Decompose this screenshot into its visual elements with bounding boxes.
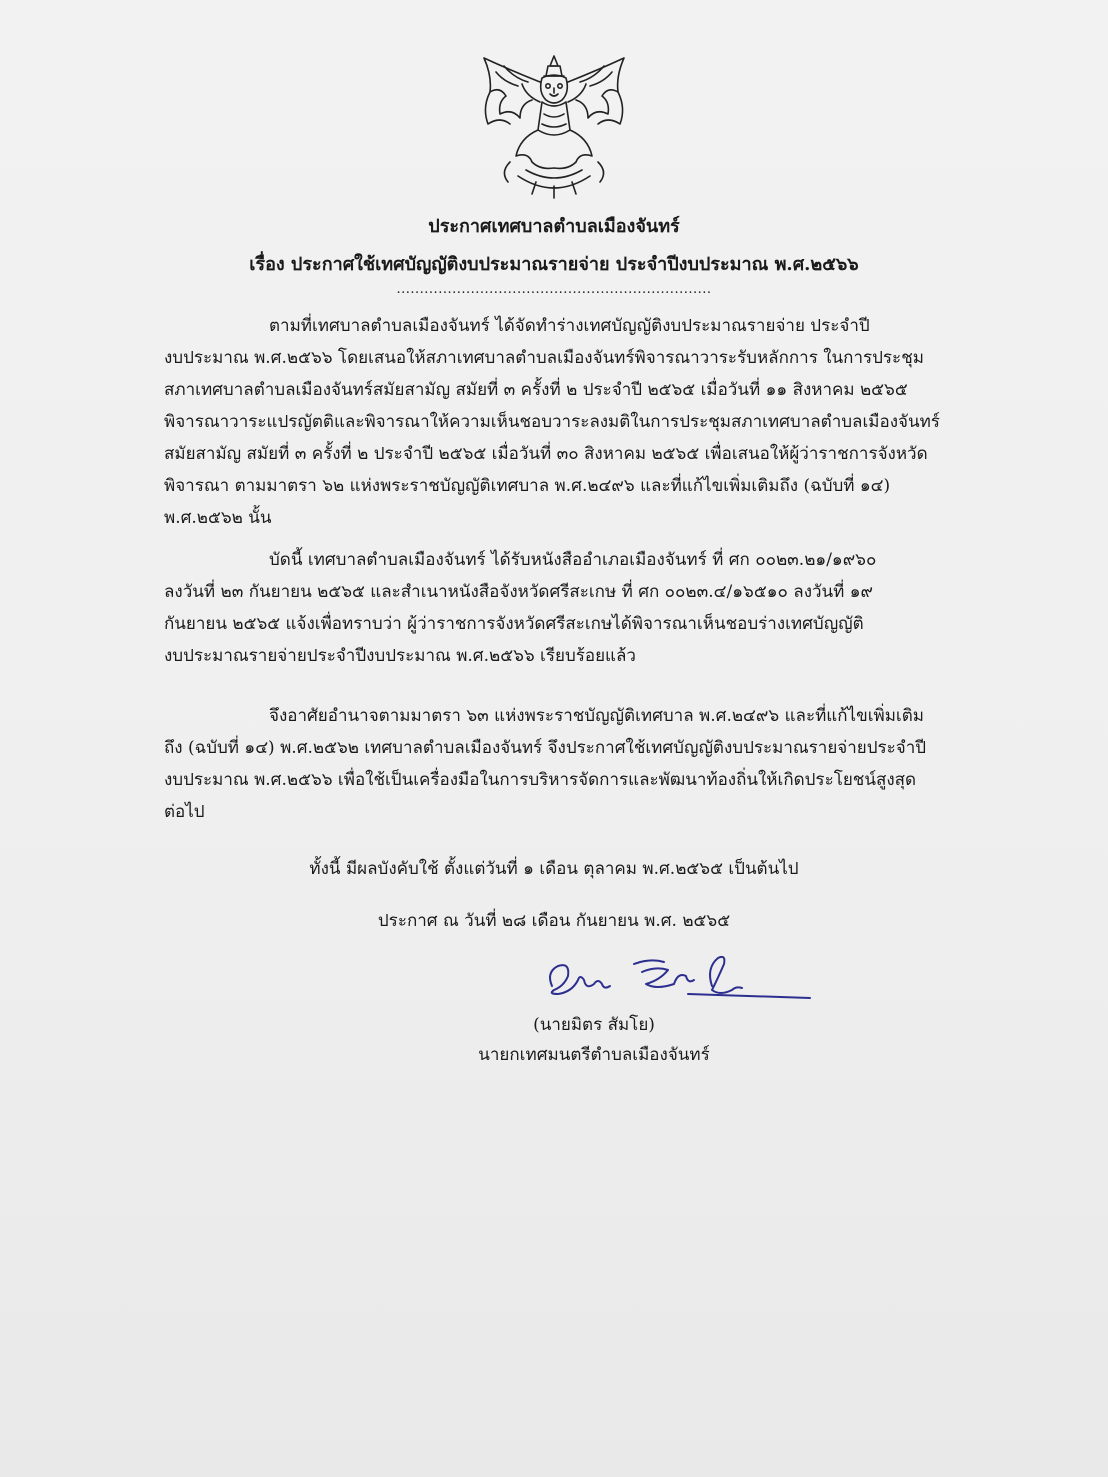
paragraph-1	[164, 310, 952, 534]
effective-date: ทั้งนี้ มีผลบังคับใช้ ตั้งแต่วันที่ ๑ เดือน ตุลาคม พ.ศ.๒๕๖๕ เป็นต้นไป	[309, 859, 799, 879]
paragraph-line: ตามที่เทศบาลตำบลเมืองจันทร์ ได้จัดทำร่างเทศบัญญัติงบประมาณรายจ่าย ประจำปี	[269, 316, 870, 336]
signer-name: (นายมิตร สัมโย)	[533, 1015, 655, 1035]
paragraph-line: สภาเทศบาลตำบลเมืองจันทร์สมัยสามัญ สมัยที่ ๓ ครั้งที่ ๒ ประจำปี ๒๕๖๕ เมื่อวันที่ ๑๑ สิงหาคม ๒๕๖๕	[164, 380, 908, 400]
paragraph-line: งบประมาณ พ.ศ.๒๕๖๖ โดยเสนอให้สภาเทศบาลตำบลเมืองจันทร์พิจารณาวาระรับหลักการ ในการประชุม	[164, 348, 924, 368]
paragraph-line: ถึง (ฉบับที่ ๑๔) พ.ศ.๒๕๖๒ เทศบาลตำบลเมืองจันทร์ จึงประกาศใช้เทศบัญญัติงบประมาณรายจ่ายประจำปี	[164, 738, 927, 758]
paragraph-line: พ.ศ.๒๕๖๒ นั้น	[164, 508, 272, 528]
paragraph-line: บัดนี้ เทศบาลตำบลเมืองจันทร์ ได้รับหนังสืออำเภอเมืองจันทร์ ที่ ศก ๐๐๒๓.๒๑/๑๙๖๐	[269, 550, 877, 570]
handwritten-signature-icon	[538, 950, 818, 1010]
paragraph-line: งบประมาณ พ.ศ.๒๕๖๖ เพื่อใช้เป็นเครื่องมือในการบริหารจัดการและพัฒนาท้องถิ่นให้เกิดประโยชน์สูงสุด	[164, 770, 917, 790]
paragraph-3	[164, 700, 952, 828]
paragraph-line: งบประมาณรายจ่ายประจำปีงบประมาณ พ.ศ.๒๕๖๖ เรียบร้อยแล้ว	[164, 646, 636, 666]
paragraph-line: สมัยสามัญ สมัยที่ ๓ ครั้งที่ ๒ ประจำปี ๒๕๖๕ เมื่อวันที่ ๓๐ สิงหาคม ๒๕๖๕ เพื่อเสนอให้ผู้ว่าราชการจังหวัด	[164, 444, 928, 464]
paragraph-line: ต่อไป	[164, 802, 205, 822]
garuda-emblem-icon	[470, 52, 638, 202]
paragraph-line: จึงอาศัยอำนาจตามมาตรา ๖๓ แห่งพระราชบัญญัติเทศบาล พ.ศ.๒๔๙๖ และที่แก้ไขเพิ่มเติม	[269, 706, 924, 726]
announcement-title: ประกาศเทศบาลตำบลเมืองจันทร์	[428, 216, 680, 237]
announcement-subject: เรื่อง ประกาศใช้เทศบัญญัติงบประมาณรายจ่าย ประจำปีงบประมาณ พ.ศ.๒๕๖๖	[249, 254, 859, 275]
paragraph-line: ลงวันที่ ๒๓ กันยายน ๒๕๖๕ และสำเนาหนังสือจังหวัดศรีสะเกษ ที่ ศก ๐๐๒๓.๔/๑๖๕๑๐ ลงวันที่ ๑๙	[164, 582, 874, 602]
paragraph-2	[164, 544, 952, 672]
signer-position: นายกเทศมนตรีตำบลเมืองจันทร์	[478, 1045, 710, 1065]
paragraph-line: พิจารณา ตามมาตรา ๖๒ แห่งพระราชบัญญัติเทศบาล พ.ศ.๒๔๙๖ และที่แก้ไขเพิ่มเติมถึง (ฉบับที่ ๑๔)	[164, 476, 891, 496]
title-separator: ....................................................................	[396, 282, 712, 297]
announcement-date: ประกาศ ณ วันที่ ๒๘ เดือน กันยายน พ.ศ. ๒๕๖๕	[377, 911, 731, 931]
paragraph-line: พิจารณาวาระแปรญัตติและพิจารณาให้ความเห็นชอบวาระลงมติในการประชุมสภาเทศบาลตำบลเมืองจันทร์	[164, 412, 940, 432]
paragraph-line: กันยายน ๒๕๖๕ แจ้งเพื่อทราบว่า ผู้ว่าราชการจังหวัดศรีสะเกษได้พิจารณาเห็นชอบร่างเทศบัญญัติ	[164, 614, 864, 634]
